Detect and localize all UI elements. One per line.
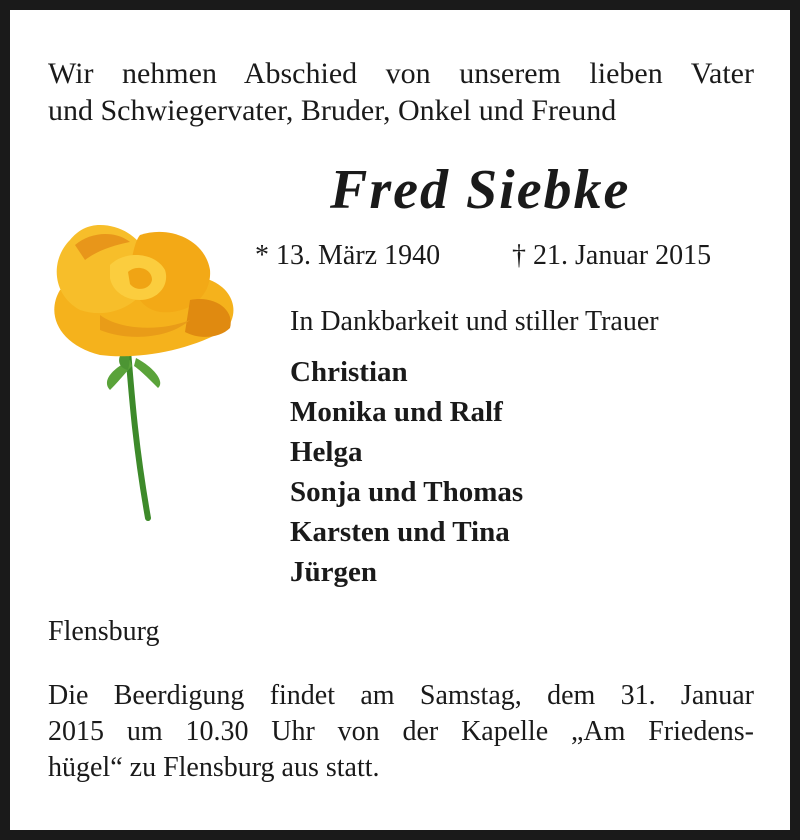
- rose-icon: [40, 220, 240, 525]
- deceased-name: Fred Siebke: [330, 159, 631, 221]
- list-item: Monika und Ralf: [290, 396, 503, 428]
- place-name: Flensburg: [48, 616, 160, 647]
- birth-date: * 13. März 1940: [255, 240, 441, 271]
- list-item: Jürgen: [290, 556, 377, 588]
- list-item: Christian: [290, 356, 408, 388]
- intro-line-1: Wir nehmen Abschied von unserem lieben Vater: [48, 57, 754, 90]
- list-item: Helga: [290, 436, 363, 468]
- funeral-line-2: 2015 um 10.30 Uhr von der Kapelle „Am Friedens-: [48, 716, 754, 747]
- list-item: Karsten und Tina: [290, 516, 510, 548]
- thanks-line: In Dankbarkeit und stiller Trauer: [290, 306, 659, 337]
- list-item: Sonja und Thomas: [290, 476, 524, 508]
- intro-line-2: und Schwiegervater, Bruder, Onkel und Freund: [48, 94, 617, 127]
- death-date: † 21. Januar 2015: [512, 240, 712, 271]
- funeral-notice: [48, 678, 754, 786]
- funeral-line-3: hügel“ zu Flensburg aus statt.: [48, 752, 380, 783]
- intro-text: [48, 55, 754, 129]
- funeral-line-1: Die Beerdigung findet am Samstag, dem 31. Januar: [48, 680, 754, 711]
- mourners-list: [290, 352, 523, 592]
